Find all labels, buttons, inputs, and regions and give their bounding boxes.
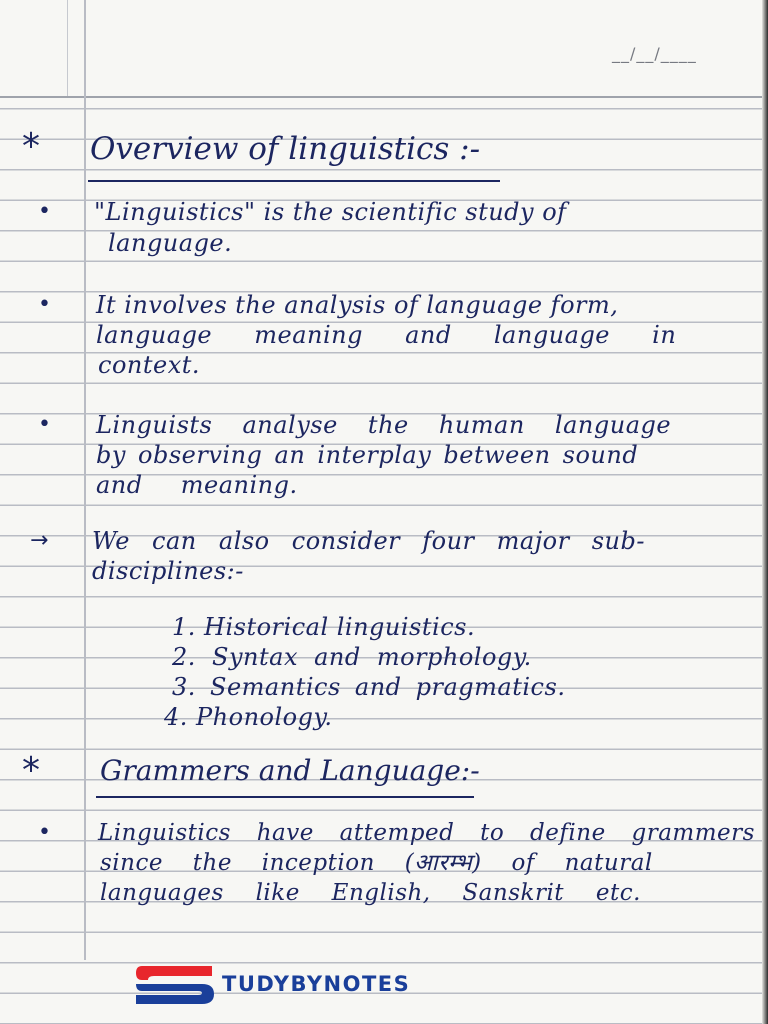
bullet-dot: • (38, 292, 51, 317)
page-edge-shadow (762, 0, 768, 1024)
heading-grammers: Grammers and Language:- (100, 754, 480, 787)
text-line: language. (108, 229, 233, 257)
list-item: 4. Phonology. (164, 703, 333, 731)
text-line: Linguistics have attemped to define grammers (98, 820, 755, 846)
text-line: by observing an interplay between sound (96, 441, 639, 469)
arrow-marker: → (30, 528, 49, 553)
text-line: languages like English, Sanskrit etc. (100, 880, 641, 906)
star-marker: * (22, 750, 40, 791)
text-line (94, 197, 704, 227)
text-line: disciplines:- (92, 557, 244, 585)
text-line: language meaning and language in (96, 321, 677, 349)
logo-s-blue (136, 984, 214, 1004)
star-marker: * (22, 126, 40, 167)
list-item: 3. Semantics and pragmatics. (172, 673, 566, 701)
text-line: It involves the analysis of language form, (96, 291, 619, 319)
heading-overview: Overview of linguistics :- (90, 131, 481, 167)
list-item: 2. Syntax and morphology. (172, 643, 532, 671)
text-line: and meaning. (96, 471, 298, 499)
text-line: since the inception (आरम्भ) of natural (100, 850, 653, 876)
heading-underline (88, 180, 500, 182)
text-line: context. (98, 351, 201, 379)
list-item: 1. Historical linguistics. (172, 613, 476, 641)
line-text: "Linguistics" is the scientific study of (94, 198, 567, 226)
bullet-dot: • (38, 199, 51, 224)
header-rule (67, 0, 68, 96)
margin-line (84, 0, 86, 960)
logo-text: TUDYBYNOTES (222, 972, 411, 996)
logo-s-red (136, 966, 212, 980)
text-line: We can also consider four major sub- (92, 527, 645, 555)
bullet-dot: • (38, 412, 51, 437)
heading-underline (96, 796, 474, 798)
text-line: Linguists analyse the human language (96, 411, 672, 439)
date-field: __/__/____ (612, 44, 697, 63)
bullet-dot: • (38, 820, 51, 845)
